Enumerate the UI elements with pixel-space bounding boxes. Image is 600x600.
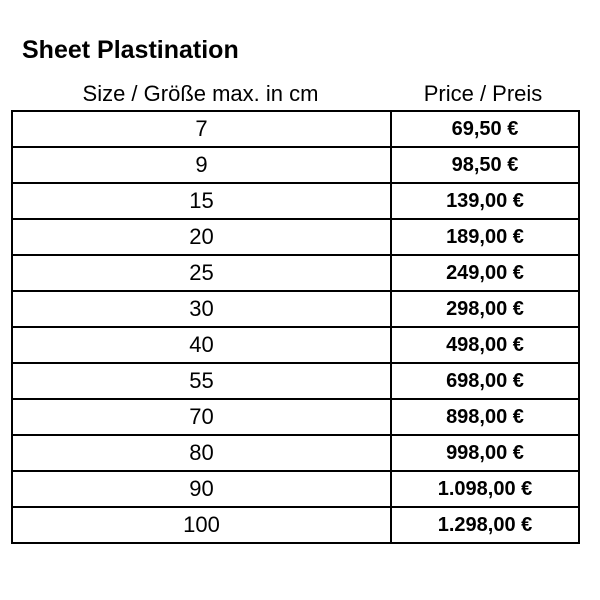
price-table (11, 110, 580, 544)
table-row (12, 183, 579, 219)
table-row (12, 291, 579, 327)
table-row (12, 399, 579, 435)
price-cell: 189,00 € (391, 219, 579, 255)
price-cell: 498,00 € (391, 327, 579, 363)
table-row (12, 111, 579, 147)
size-cell: 100 (12, 507, 391, 543)
price-cell: 139,00 € (391, 183, 579, 219)
size-cell: 55 (12, 363, 391, 399)
size-cell: 70 (12, 399, 391, 435)
table-row (12, 219, 579, 255)
price-cell: 698,00 € (391, 363, 579, 399)
page-title: Sheet Plastination (22, 36, 239, 64)
price-cell: 298,00 € (391, 291, 579, 327)
size-cell: 25 (12, 255, 391, 291)
price-cell: 1.098,00 € (391, 471, 579, 507)
price-column-header: Price / Preis (423, 81, 543, 106)
price-cell: 898,00 € (391, 399, 579, 435)
size-column-header: Size / Größe max. in cm (82, 81, 319, 106)
price-cell: 98,50 € (391, 147, 579, 183)
size-cell: 7 (12, 111, 391, 147)
table-row (12, 435, 579, 471)
table-row (12, 363, 579, 399)
table-row (12, 255, 579, 291)
size-cell: 15 (12, 183, 391, 219)
size-cell: 20 (12, 219, 391, 255)
size-cell: 90 (12, 471, 391, 507)
size-cell: 9 (12, 147, 391, 183)
table-row (12, 471, 579, 507)
table-row (12, 147, 579, 183)
price-cell: 1.298,00 € (391, 507, 579, 543)
size-cell: 40 (12, 327, 391, 363)
price-cell: 249,00 € (391, 255, 579, 291)
price-cell: 69,50 € (391, 111, 579, 147)
table-row (12, 507, 579, 543)
price-cell: 998,00 € (391, 435, 579, 471)
size-cell: 30 (12, 291, 391, 327)
size-cell: 80 (12, 435, 391, 471)
table-row (12, 327, 579, 363)
